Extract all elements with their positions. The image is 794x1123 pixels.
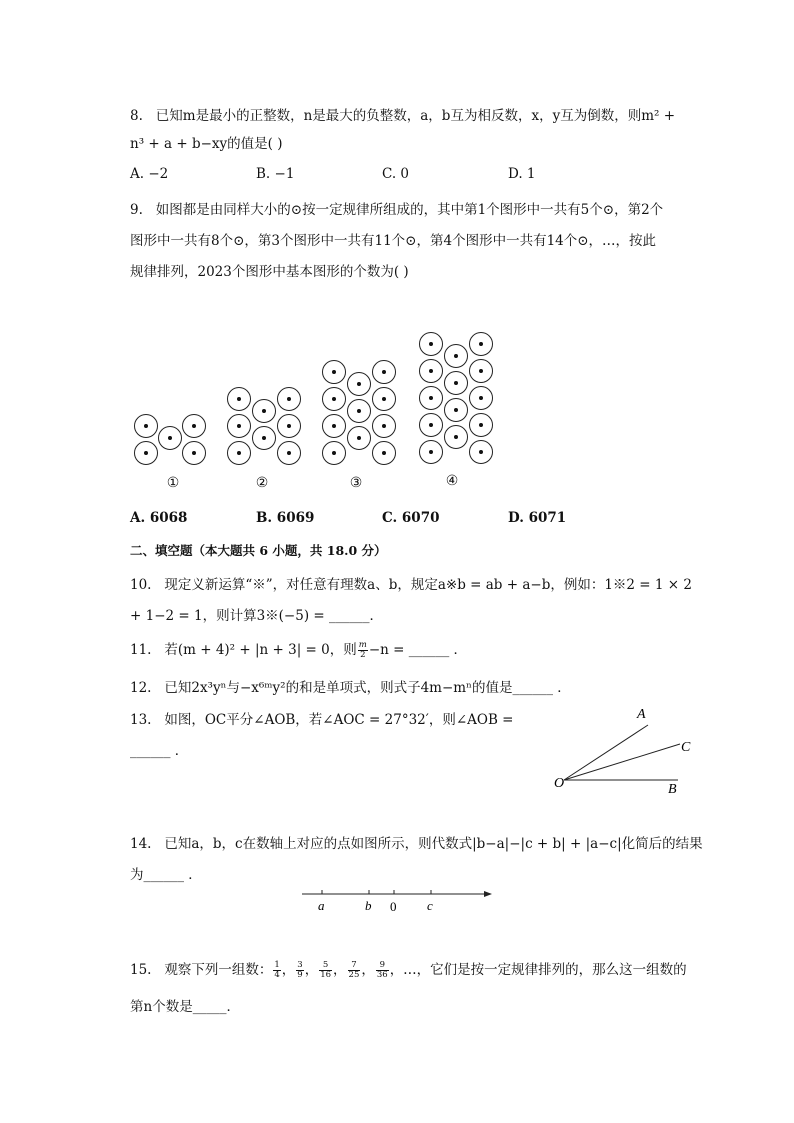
q8-option-a[interactable]: A. −2 [130, 166, 169, 182]
q8-option-d[interactable]: D. 1 [508, 166, 536, 182]
q14-text-line2: 为______ ． [130, 867, 202, 883]
q8-text-line1: 已知m是最小的正整数，n是最大的负整数，a，b互为相反数，x，y互为倒数，则m² + [155, 108, 676, 124]
q15-fraction-2 [296, 961, 303, 980]
center-dot-icon [454, 408, 458, 412]
q11-fraction-numerator: m [358, 640, 367, 650]
figure-label-2: ② [255, 475, 269, 491]
q8-number: 8. [130, 108, 143, 124]
q11-fraction [358, 641, 368, 660]
center-dot-icon [192, 424, 196, 428]
q15-text-line2: 第n个数是_____． [130, 999, 240, 1015]
q14-line1 [130, 832, 703, 852]
center-dot-icon [357, 382, 361, 386]
q15-fraction-numerator: 1 [274, 960, 280, 970]
q12-line [130, 676, 571, 696]
q13-text-line2: ______ ． [130, 743, 189, 759]
circle-figure-2 [228, 388, 301, 465]
center-dot-icon [287, 424, 291, 428]
q15-text-before: 观察下列一组数： [164, 962, 273, 978]
label-b: B [668, 782, 677, 797]
center-dot-icon [479, 369, 483, 373]
center-dot-icon [144, 424, 148, 428]
axis-arrow-icon [484, 891, 492, 897]
center-dot-icon [454, 381, 458, 385]
center-dot-icon [192, 451, 196, 455]
center-dot-icon [237, 451, 241, 455]
figure-label-4: ④ [445, 473, 459, 489]
center-dot-icon [382, 397, 386, 401]
center-dot-icon [454, 435, 458, 439]
label-c: C [681, 740, 691, 755]
figure-label-3: ③ [349, 475, 363, 491]
q9-text-line3: 规律排列，2023个图形中基本图形的个数为( ) [130, 264, 409, 280]
q15-fraction-numerator: 3 [297, 960, 303, 970]
q10-text-line2: + 1−2 = 1，则计算3※(−5) = ______． [130, 608, 383, 624]
center-dot-icon [237, 424, 241, 428]
q8-option-c[interactable]: C. 0 [382, 166, 410, 182]
center-dot-icon [287, 451, 291, 455]
q15-fraction-4 [348, 961, 361, 980]
center-dot-icon [479, 450, 483, 454]
axis-label-c: c [427, 898, 433, 913]
q15-fraction-denominator: 9 [297, 970, 303, 980]
axis-label-a: a [318, 898, 325, 913]
section-2-title: 二、填空题（本大题共 6 小题，共 18.0 分） [130, 543, 387, 558]
q11-line [130, 638, 467, 660]
q14-number-line [296, 884, 516, 924]
center-dot-icon [262, 436, 266, 440]
center-dot-icon [382, 451, 386, 455]
q15-fraction-3 [319, 961, 332, 980]
q13-text-line1: 如图，OC平分∠AOB，若∠AOC = 27°32′，则∠AOB = [164, 712, 514, 728]
q12-text: 已知2x³yⁿ与−x⁶ᵐy²的和是单项式，则式子4m−mⁿ的值是______ ． [164, 680, 571, 696]
circle-figure-3 [323, 361, 396, 465]
q15-fraction-denominator: 4 [274, 970, 280, 980]
q10-line1 [130, 573, 692, 593]
q9-option-c[interactable]: C. 6070 [382, 510, 440, 526]
center-dot-icon [429, 396, 433, 400]
center-dot-icon [237, 397, 241, 401]
label-o: O [554, 776, 565, 791]
center-dot-icon [357, 436, 361, 440]
center-dot-icon [332, 397, 336, 401]
q15-fraction-numerator: 5 [319, 961, 332, 971]
q15-fraction-1 [273, 961, 280, 980]
q15-line1 [130, 958, 687, 980]
center-dot-icon [429, 450, 433, 454]
center-dot-icon [429, 342, 433, 346]
q15-fraction-denominator: 25 [348, 970, 360, 980]
figure-label-1: ① [166, 475, 180, 491]
center-dot-icon [262, 409, 266, 413]
q11-fraction-denominator: 2 [360, 650, 366, 660]
q13-angle-diagram [550, 700, 750, 800]
center-dot-icon [168, 436, 172, 440]
center-dot-icon [454, 354, 458, 358]
q14-text-line1: 已知a，b，c在数轴上对应的点如图所示，则代数式|b−a|−|c + b| + |a−c|化简后的结果 [164, 836, 703, 852]
q15-fraction-denominator: 16 [320, 970, 332, 980]
q11-number: 11. [130, 642, 152, 658]
q15-fraction-numerator: 7 [348, 961, 361, 971]
q11-text: 若(m + 4)² + |n + 3| = 0，则 [164, 642, 357, 658]
q13-number: 13. [130, 712, 152, 728]
center-dot-icon [479, 396, 483, 400]
q11-text-after: −n = ______ ． [368, 642, 468, 658]
ray-oc [564, 744, 680, 780]
center-dot-icon [144, 451, 148, 455]
q15-number: 15. [130, 962, 152, 978]
q9-option-b[interactable]: B. 6069 [256, 510, 315, 526]
axis-label-b: b [365, 898, 372, 913]
q15-text-after: ，…，它们是按一定规律排列的，那么这一组数的 [389, 962, 687, 978]
q12-number: 12. [130, 680, 152, 696]
q15-fraction-denominator: 36 [376, 970, 388, 980]
label-a: A [637, 707, 646, 722]
q14-number: 14. [130, 836, 152, 852]
center-dot-icon [287, 397, 291, 401]
q13-line1 [130, 708, 513, 728]
q10-number: 10. [130, 577, 152, 593]
center-dot-icon [479, 342, 483, 346]
q9-option-d[interactable]: D. 6071 [508, 510, 567, 526]
circle-figure-1 [135, 415, 206, 465]
center-dot-icon [382, 370, 386, 374]
q9-text-line1: 如图都是由同样大小的⊙按一定规律所组成的，其中第1个图形中一共有5个⊙，第2个 [155, 202, 664, 218]
q15-fractions: $\frac{1}{4}$ ， $\frac{3}{9}$ ， $\frac{5}{16}$ ， $\frac{7}{25}$ ， $\frac{9}{36}$ [274, 960, 388, 980]
center-dot-icon [429, 369, 433, 373]
center-dot-icon [332, 451, 336, 455]
q8-text-line2: n³ + a + b−xy的值是( ) [130, 136, 283, 152]
circle-figure-4 [420, 333, 493, 464]
q15-fraction-5 [376, 961, 389, 980]
q9-number: 9. [130, 202, 143, 218]
center-dot-icon [332, 370, 336, 374]
axis-label-zero: 0 [390, 899, 397, 914]
q10-text-line1: 现定义新运算“※”，对任意有理数a、b，规定a※b = ab + a−b，例如：1※2 = 1 × 2 [164, 577, 692, 593]
ray-oa [564, 725, 648, 780]
center-dot-icon [382, 424, 386, 428]
q8-option-b[interactable]: B. −1 [256, 166, 295, 182]
center-dot-icon [429, 423, 433, 427]
center-dot-icon [479, 423, 483, 427]
q9-option-a[interactable]: A. 6068 [130, 510, 188, 526]
q9-text-line2: 图形中一共有8个⊙，第3个图形中一共有11个⊙，第4个图形中一共有14个⊙，…，按此 [130, 233, 657, 249]
center-dot-icon [357, 409, 361, 413]
center-dot-icon [332, 424, 336, 428]
q15-fraction-numerator: 9 [376, 961, 389, 971]
